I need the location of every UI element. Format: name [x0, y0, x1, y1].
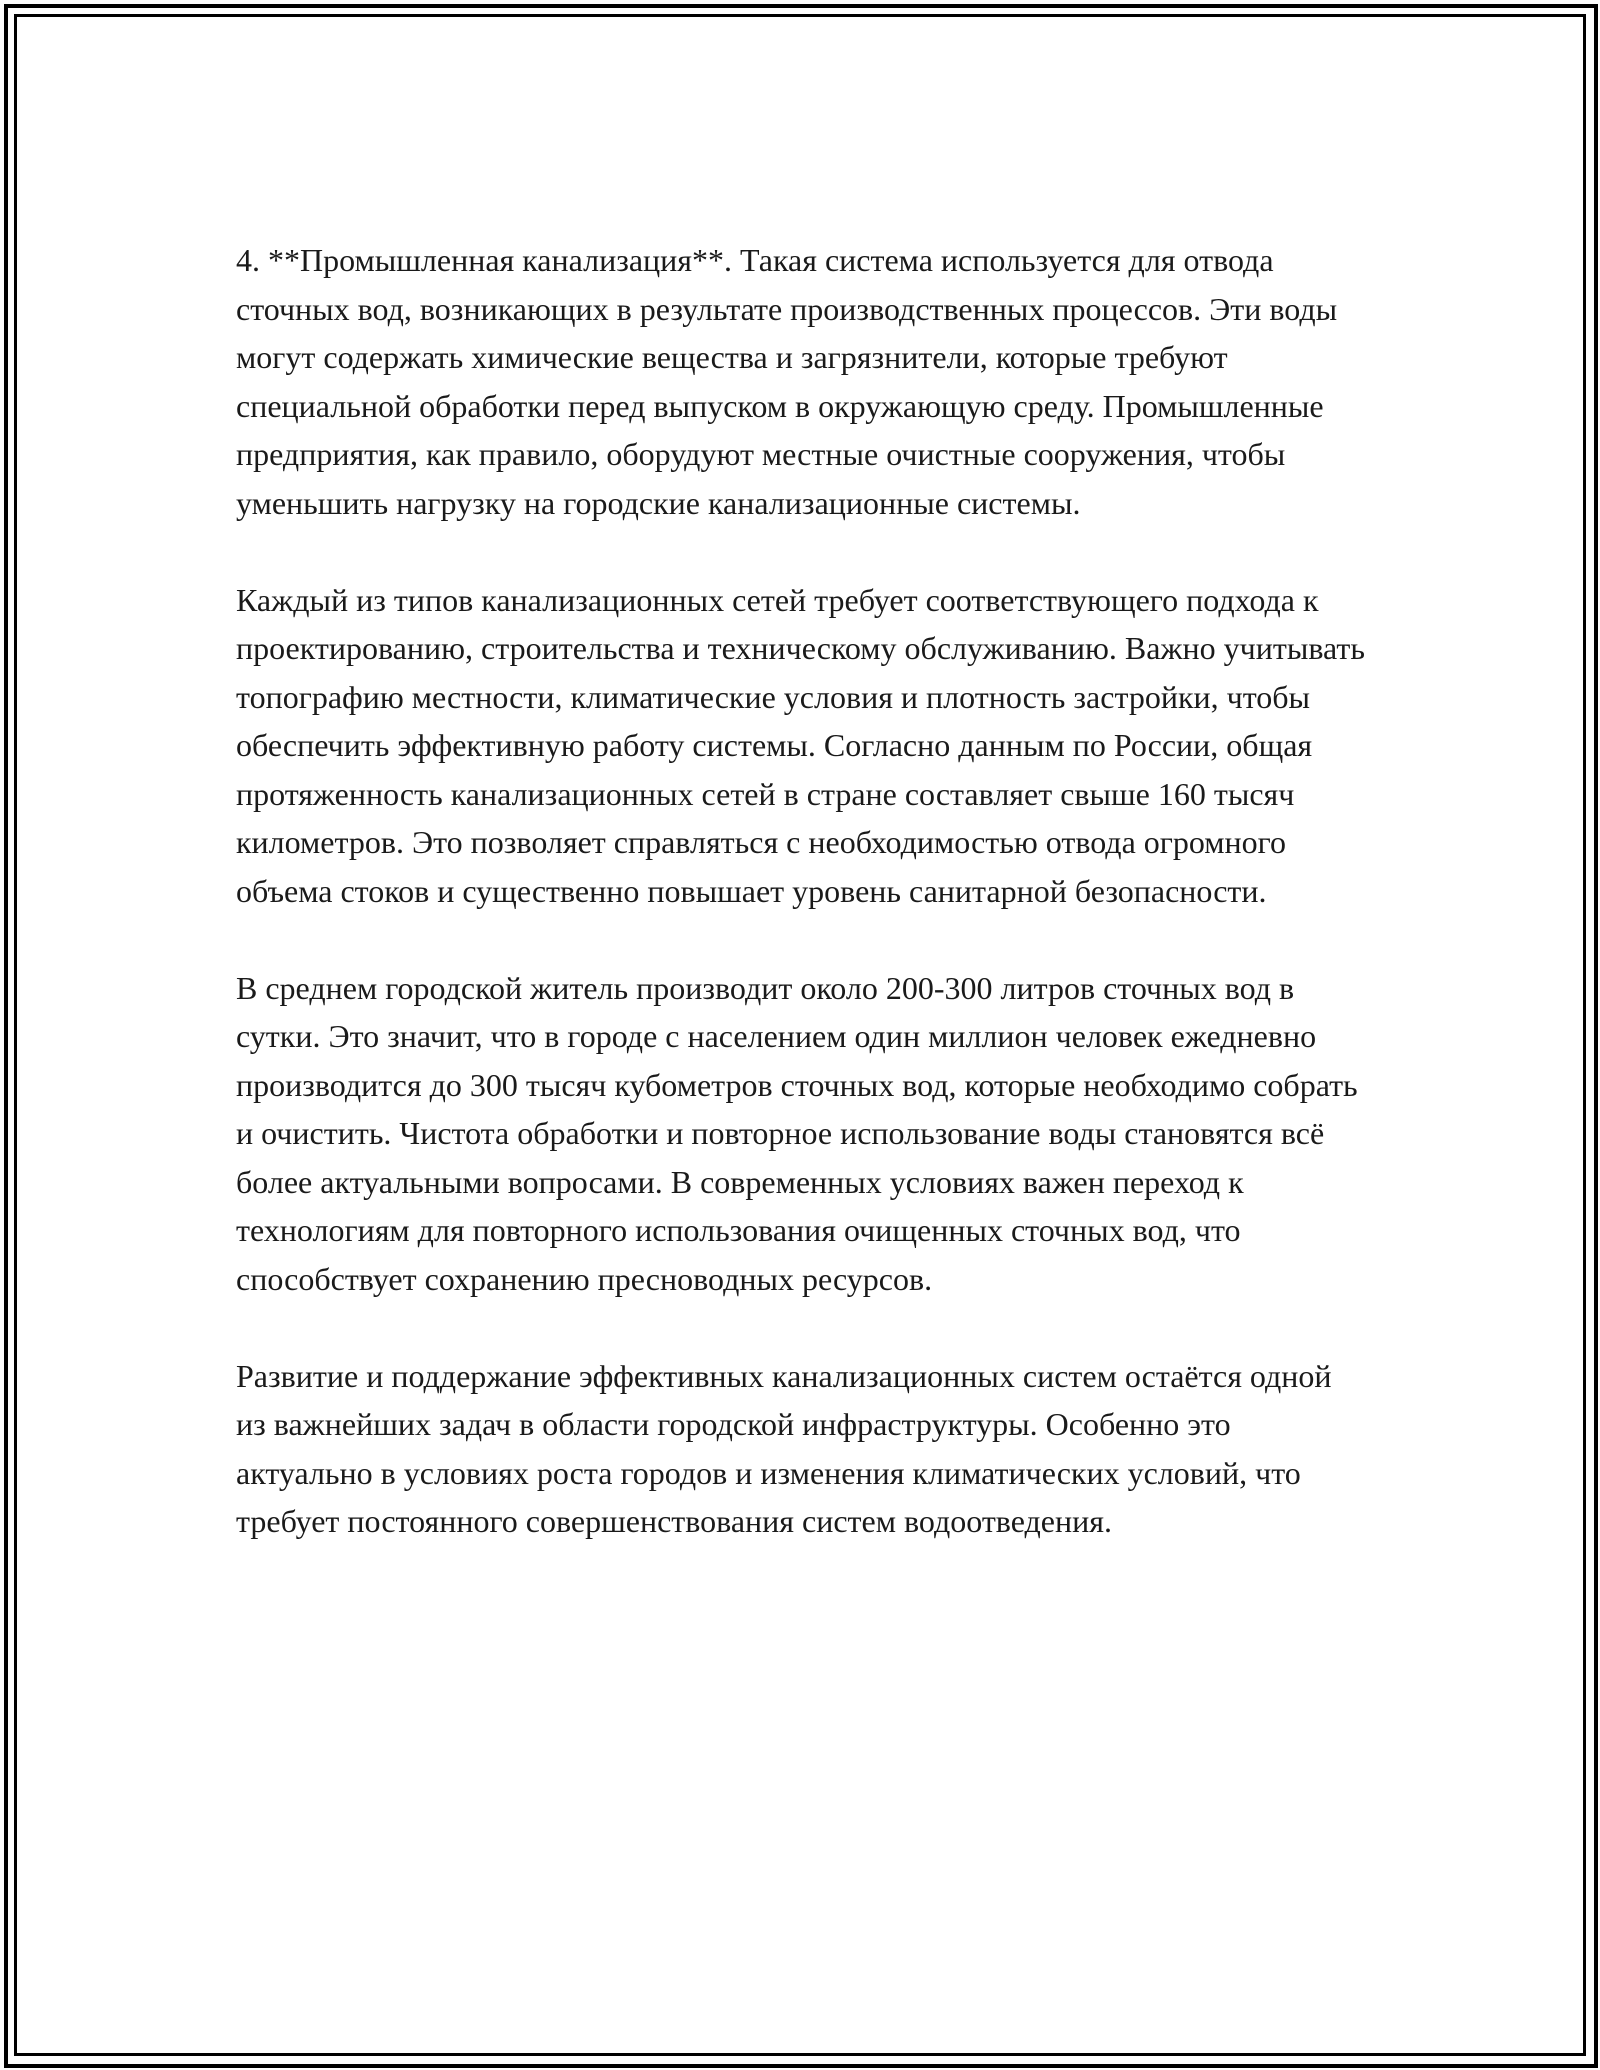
- paragraph-conclusion: Развитие и поддержание эффективных канализационных систем остаётся одной из важнейших задач в области городской инфраструктуры. Особенно это актуально в условиях роста городов и изменения климатических условий, что требует постоянного совершенствования систем водоотведения.: [236, 1357, 1332, 1539]
- paragraph-wastewater-volume: В среднем городской житель производит около 200-300 литров сточных вод в сутки. Это значит, что в городе с населением один миллион человек ежедневно производится до 300 тысяч кубометров сточных вод, которые необходимо собрать и очистить. Чистота обработки и повторное использование воды становятся всё более актуальными вопросами. В современных условиях важен переход к технологиям для повторного использования очищенных сточных вод, что способствует сохранению пресноводных ресурсов.: [236, 969, 1358, 1297]
- paragraph-industrial-sewerage: 4. **Промышленная канализация**. Такая система используется для отвода сточных вод, возникающих в результате производственных процессов. Эти воды могут содержать химические вещества и загрязнители, которые требуют специальной обработки перед выпуском в окружающую среду. Промышленные предприятия, как правило, оборудуют местные очистные сооружения, чтобы уменьшить нагрузку на городские канализационные системы.: [236, 242, 1338, 521]
- document-body: [236, 236, 1366, 1546]
- paragraph-network-design: Каждый из типов канализационных сетей требует соответствующего подхода к проектированию, строительства и техническому обслуживанию. Важно учитывать топографию местности, климатические условия и плотность застройки, чтобы обеспечить эффективную работу системы. Согласно данным по России, общая протяженность канализационных сетей в стране составляет свыше 160 тысяч километров. Это позволяет справляться с необходимостью отвода огромного объема стоков и существенно повышает уровень санитарной безопасности.: [236, 581, 1365, 909]
